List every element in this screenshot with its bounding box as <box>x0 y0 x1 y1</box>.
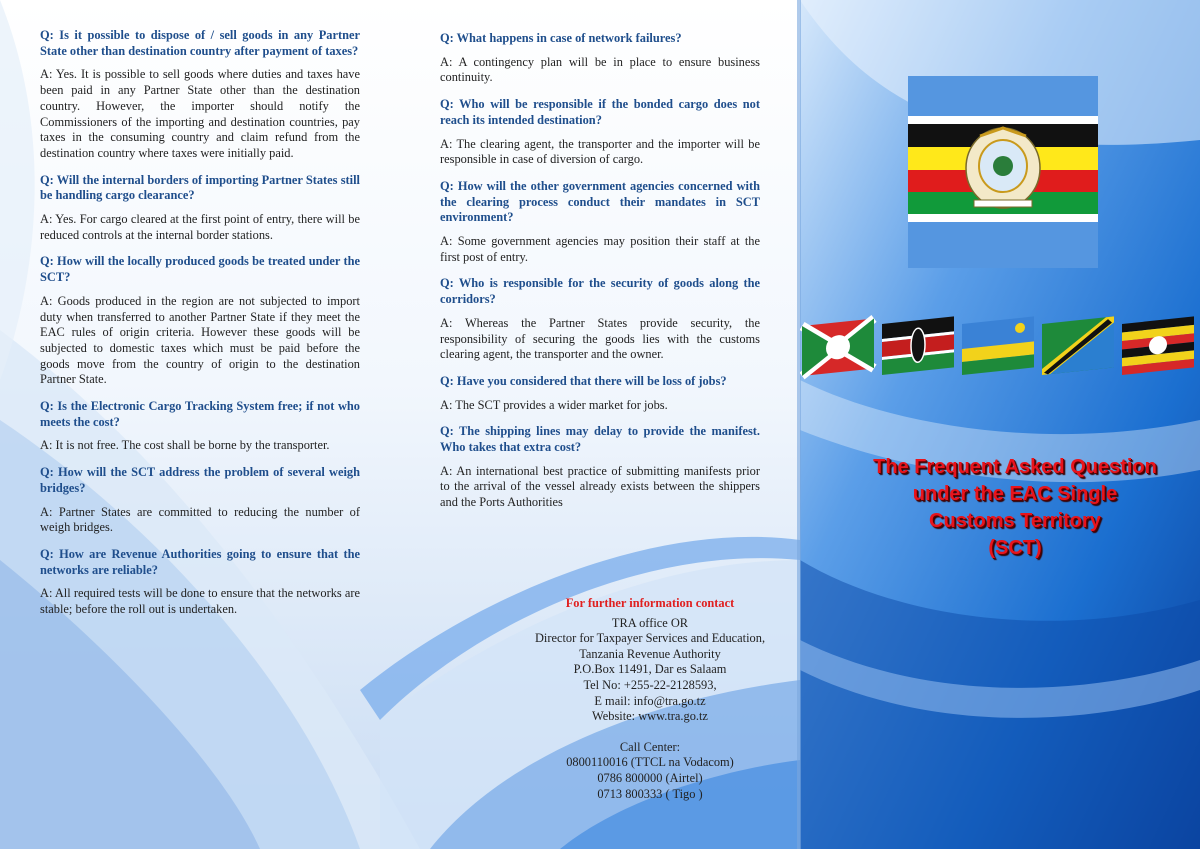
title-line: (SCT) <box>988 537 1042 559</box>
tanzania-flag-icon <box>1042 316 1114 375</box>
faq-question: Q: Is the Electronic Cargo Tracking System free; if not who meets the cost? <box>40 399 360 429</box>
faq-item <box>40 465 360 536</box>
faq-answer: A: Partner States are committed to reducing the number of weigh bridges. <box>40 504 360 535</box>
partner-flags <box>800 306 1200 386</box>
faq-question: Q: The shipping lines may delay to provide the manifest. Who takes that extra cost? <box>440 424 760 455</box>
faq-question: Q: Is it possible to dispose of / sell goods in any Partner State other than destination country after payment of taxes? <box>40 28 360 58</box>
faq-question: Q: What happens in case of network failures? <box>440 31 682 45</box>
faq-item <box>40 399 360 454</box>
faq-question: Q: How are Revenue Authorities going to ensure that the networks are reliable? <box>40 546 360 577</box>
contact-line: Director for Taxpayer Services and Education, <box>534 631 766 646</box>
faq-question: Q: How will the SCT address the problem of several weigh bridges? <box>40 465 360 495</box>
faq-column-left <box>40 28 360 629</box>
title-line: Customs Territory <box>929 510 1101 532</box>
eac-flag-icon <box>908 76 1098 268</box>
contact-line: 0800110016 (TTCL na Vodacom) <box>566 755 734 770</box>
faq-answer: A: Whereas the Partner States provide security, the responsibility of securing the goods lies with the customs clearing agent, the transporter and the owner. <box>440 315 760 362</box>
faq-question: Q: Have you considered that there will be loss of jobs? <box>440 373 727 388</box>
brochure-title <box>815 454 1200 562</box>
contact-line: 0786 800000 (Airtel) <box>597 770 703 785</box>
contact-line: TRA office OR <box>611 615 689 630</box>
faq-answer: A: Yes. It is possible to sell goods where duties and taxes have been paid in any Partner State other than the destination country. However, the importer should notify the Commissioners of the importing and destination countries, pay taxes in the consuming country and claim refund from the destination country where taxes were initially paid. <box>40 67 360 160</box>
rwanda-flag-icon <box>962 316 1034 375</box>
faq-column-middle <box>440 31 760 522</box>
faq-answer: A: A contingency plan will be in place to ensure business continuity. <box>440 54 760 85</box>
contact-line: Call Center: <box>619 739 681 754</box>
kenya-flag-icon <box>882 316 954 375</box>
contact-line: Tel No: +255-22-2128593, <box>583 677 717 692</box>
faq-item <box>440 31 760 86</box>
faq-question: Q: How will the other government agencies concerned with the clearing process conduct their mandates in SCT environment? <box>440 178 760 225</box>
contact-website[interactable]: Website: www.tra.go.tz <box>592 709 708 724</box>
faq-item <box>40 254 360 388</box>
faq-answer: A: Yes. For cargo cleared at the first point of entry, there will be reduced controls at the internal border stations. <box>40 212 360 242</box>
faq-answer: A: Goods produced in the region are not subjected to import duty when transferred to another Partner State if they meet the EAC rules of origin criteria. However these goods will be subjected to domestic taxes which must be paid before the goods move from the country of origin to the destination Partner State. <box>40 293 360 387</box>
faq-item <box>440 374 760 413</box>
contact-email[interactable]: E mail: info@tra.go.tz <box>594 693 706 708</box>
faq-answer: A: An international best practice of submitting manifests prior to the arrival of the vessel already exists between the shippers and the Ports Authorities <box>440 463 760 510</box>
contact-spacer <box>440 725 860 740</box>
contact-line: Tanzania Revenue Authority <box>579 646 721 661</box>
faq-item <box>40 173 360 244</box>
faq-answer: A: All required tests will be done to ensure that the networks are stable; before the roll out is undertaken. <box>40 586 360 617</box>
title-line: The Frequent Asked Question <box>873 456 1157 478</box>
faq-item <box>40 28 360 162</box>
faq-answer: A: The SCT provides a wider market for jobs. <box>440 397 668 412</box>
faq-item <box>440 276 760 363</box>
faq-answer: A: Some government agencies may position their staff at the first post of entry. <box>440 234 760 264</box>
contact-info <box>440 596 860 802</box>
burundi-flag-icon <box>802 318 874 376</box>
contact-line: 0713 800333 ( Tigo ) <box>597 786 703 801</box>
faq-question: Q: Who is responsible for the security of goods along the corridors? <box>440 276 760 307</box>
faq-question: Q: Who will be responsible if the bonded cargo does not reach its intended destination? <box>440 97 760 127</box>
faq-question: Q: How will the locally produced goods be treated under the SCT? <box>40 254 360 285</box>
faq-question: Q: Will the internal borders of importing Partner States still be handling cargo clearance? <box>40 172 360 203</box>
faq-item <box>440 179 760 266</box>
faq-item <box>440 424 760 511</box>
title-line: under the EAC Single <box>912 483 1118 505</box>
faq-item <box>440 97 760 168</box>
contact-line: P.O.Box 11491, Dar es Salaam <box>573 662 727 677</box>
faq-answer: A: It is not free. The cost shall be borne by the transporter. <box>40 438 330 453</box>
contact-header: For further information contact <box>565 596 735 610</box>
faq-item <box>40 547 360 618</box>
faq-answer: A: The clearing agent, the transporter and the importer will be responsible in case of diversion of cargo. <box>440 136 760 167</box>
uganda-flag-icon <box>1122 316 1194 375</box>
